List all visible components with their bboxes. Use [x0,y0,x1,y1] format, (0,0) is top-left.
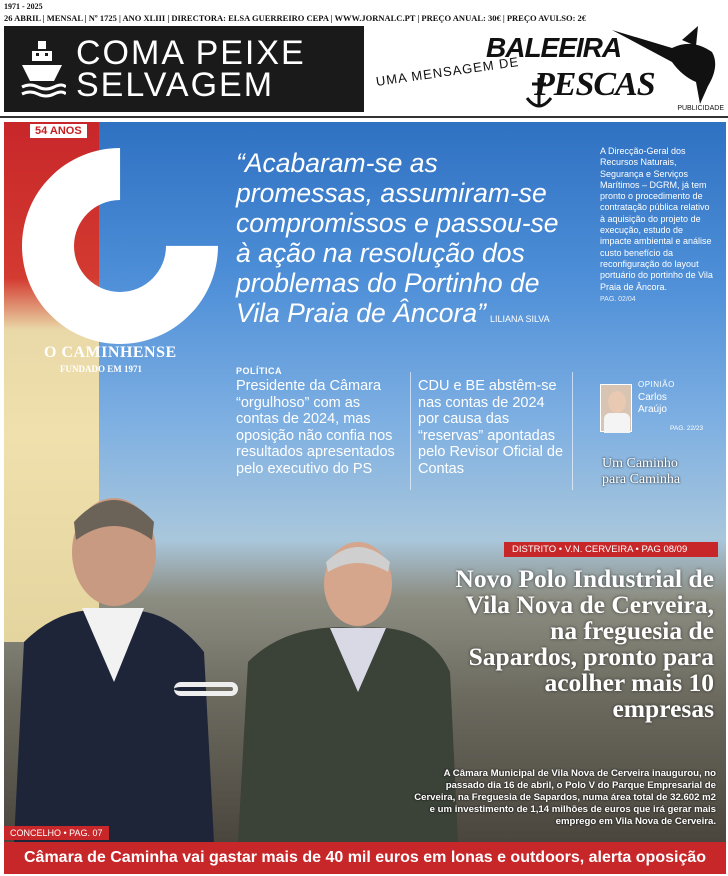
main-story-headline[interactable]: Novo Polo Industrial de Vila Nova de Cerveira, na freguesia de Sapardos, pronto para acolher mais 10 empresas [455,564,714,723]
columnist-name[interactable] [638,392,667,416]
ad-message: UMA MENSAGEM DE [374,53,520,89]
side-story[interactable] [600,146,714,305]
person-photo-left [4,482,254,842]
slogan-line-2: SELVAGEM [76,66,275,104]
ad-brand-line-2: PESCAS [534,66,655,103]
quote-author: LILIANA SILVA [489,314,550,324]
county-kicker: CONCELHO • PAG. 07 [4,826,109,840]
columnist-first-name: Carlos [638,392,667,403]
cover-photo-area [4,122,726,842]
railing [174,682,238,696]
county-headline[interactable]: Câmara de Caminha vai gastar mais de 40 mil euros em lonas e outdoors, alerta oposição [4,842,726,874]
founded-label: FUNDADO EM 1971 [60,364,142,374]
section-label-politics: POLÍTICA [236,366,282,376]
main-story-kicker: DISTRITO • V.N. CERVEIRA • PAG 08/09 [504,542,718,557]
columnist-last-name: Araújo [638,404,667,415]
side-story-text: A Direcção-Geral dos Recursos Naturais, Segurança e Serviços Marítimos – DGRM, já tem pronto o procedimento de contratação pública relativo à aquisição do projeto de execução, estudo de impacte ambiental e análise custo benefício da reconfiguração do layout portuário do portinho de Vila Praia de Âncora. [600,146,713,292]
newspaper-name: O CAMINHENSE [44,344,177,361]
years-range: 1971 - 2025 [4,2,43,11]
politics-story-1[interactable]: Presidente da Câmara “orgulhoso” com as contas de 2024, mas oposição não confia nos resultados apresentados pelo executivo do PS [236,378,395,477]
ship-icon [18,39,66,99]
quote-text: “Acabaram-se as promessas, assumiram-se compromissos e passou-se à ação na resolução dos problemas do Portinho de Vila Praia de Âncora” [236,148,559,328]
masthead-info: 26 ABRIL | MENSAL | Nº 1725 | ANO XLIII | DIRECTORA: ELSA GUERREIRO CEPA | WWW.JORNALC.PT | PREÇO ANUAL: 30€ | PREÇO AVULSO: 2€ [4,13,587,23]
politics-story-2[interactable]: CDU e BE abstêm-se nas contas de 2024 por causa das “reservas” apontadas pelo Revisor Oficial de Contas [418,378,564,477]
columnist-avatar [600,384,632,432]
swordfish-icon [612,26,724,106]
slogan [76,34,306,104]
advertisement[interactable] [364,26,726,112]
opinion-column-title[interactable]: Um Caminho para Caminha [602,456,681,487]
main-story-lead: A Câmara Municipal de Vila Nova de Cerveira inaugurou, no passado dia 16 de abril, o Polo V do Parque Empresarial de Cerveira, na Freguesia de Sapardos, numa área total de 32.602 m2 e um investimento de 1,14 milhões de euros que irá gerar mais emprego em Vila Nova de Cerveira. [414,768,716,827]
slogan-line-1: COMA PEIXE [76,34,306,72]
anniversary-badge: 54 ANOS [30,124,87,138]
headline-quote[interactable] [236,148,576,328]
ad-brand-line-1: BALEEIRA [486,32,622,63]
column-divider [572,372,573,490]
side-story-page: PAG. 02/04 [600,295,636,303]
anchor-icon [524,76,554,110]
opinion-label: OPINIÃO [638,380,675,389]
opinion-page: PAG. 22/23 [670,425,704,432]
column-divider [410,372,411,490]
divider [0,116,728,118]
slogan-banner [4,26,364,112]
ad-tag: PUBLICIDADE [677,105,724,112]
